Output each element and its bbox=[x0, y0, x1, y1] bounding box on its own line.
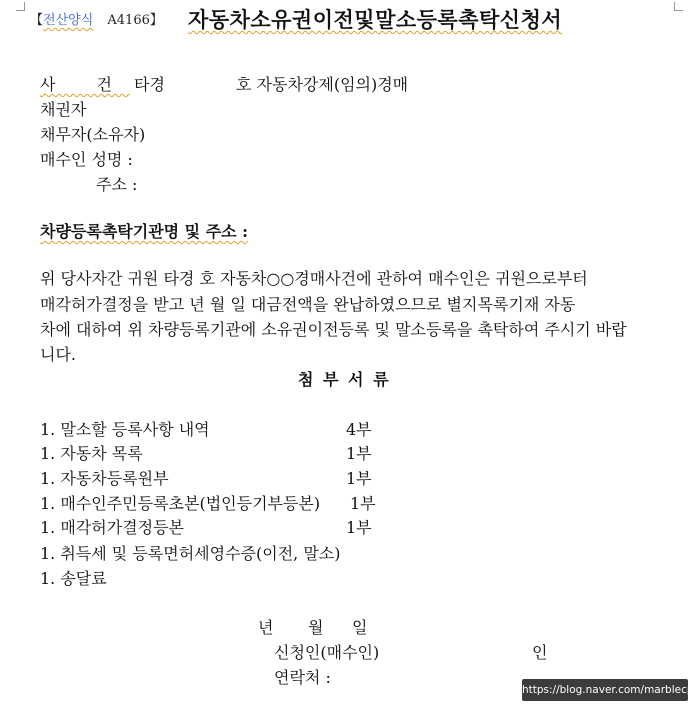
attachment-item: 1. 자동차 목록 bbox=[40, 444, 143, 463]
attachment-item: 1. 매수인주민등록초본(법인등기부등본) bbox=[40, 494, 321, 513]
attachment-count: 1부 bbox=[346, 469, 372, 488]
attachment-count: 1부 bbox=[350, 494, 376, 513]
body-line-2: 매각허가결정을 받고 년 월 일 대금전액을 완납하였으므로 별지목록기재 자동 bbox=[40, 295, 576, 314]
form-label bbox=[30, 9, 163, 28]
attachments-heading: 첨 부 서 류 bbox=[298, 370, 391, 389]
buyer-address-label: 주소 : bbox=[96, 175, 138, 194]
buyer-name-label: 매수인 성명 : bbox=[40, 150, 133, 169]
creditor-label: 채권자 bbox=[40, 100, 87, 119]
body-line-3: 차에 대하여 위 차량등록기관에 소유권이전등록 및 말소등록을 촉탁하여 주시기 바랍 bbox=[40, 320, 627, 339]
case-court-prefix: 타경 bbox=[134, 75, 165, 94]
date-year: 년 bbox=[258, 618, 274, 637]
page-corner-top-right bbox=[674, 2, 683, 11]
attachment-count: 1부 bbox=[346, 518, 372, 537]
date-month: 월 bbox=[308, 618, 324, 637]
case-label: 사 건 bbox=[40, 75, 130, 94]
agency-label: 차량등록촉탁기관명 및 주소 : bbox=[40, 222, 249, 241]
page-corner-top-left bbox=[16, 2, 25, 11]
attachment-item: 1. 송달료 bbox=[40, 569, 107, 588]
seal-mark: 인 bbox=[532, 643, 548, 662]
applicant-label: 신청인(매수인) bbox=[274, 643, 380, 662]
contact-label: 연락처 : bbox=[274, 668, 331, 687]
agency-line bbox=[40, 219, 248, 242]
blog-watermark: https://blog.naver.com/marblecp bbox=[522, 679, 688, 701]
form-type: 전산양식 bbox=[43, 13, 94, 28]
attachment-item: 1. 취득세 및 등록면허세영수증(이전, 말소) bbox=[40, 544, 341, 563]
attachment-count: 1부 bbox=[346, 444, 372, 463]
attachment-item: 1. 자동차등록원부 bbox=[40, 469, 169, 488]
form-code: A4166 bbox=[107, 13, 150, 28]
case-suffix: 호 자동차강제(임의)경매 bbox=[236, 75, 409, 94]
attachment-count: 4부 bbox=[346, 420, 372, 439]
attachment-item: 1. 매각허가결정등본 bbox=[40, 518, 184, 537]
date-day: 일 bbox=[352, 618, 368, 637]
form-bracket-close: 】 bbox=[149, 13, 163, 28]
document-title: 자동차소유권이전및말소등록촉탁신청서 bbox=[188, 7, 563, 32]
attachment-item: 1. 말소할 등록사항 내역 bbox=[40, 420, 210, 439]
debtor-label: 채무자(소유자) bbox=[40, 125, 146, 144]
body-line-1: 위 당사자간 귀원 타경 호 자동차○○경매사건에 관하여 매수인은 귀원으로부터 bbox=[40, 269, 588, 288]
body-line-4: 니다. bbox=[40, 345, 76, 364]
form-bracket-open: 【 bbox=[30, 13, 44, 28]
